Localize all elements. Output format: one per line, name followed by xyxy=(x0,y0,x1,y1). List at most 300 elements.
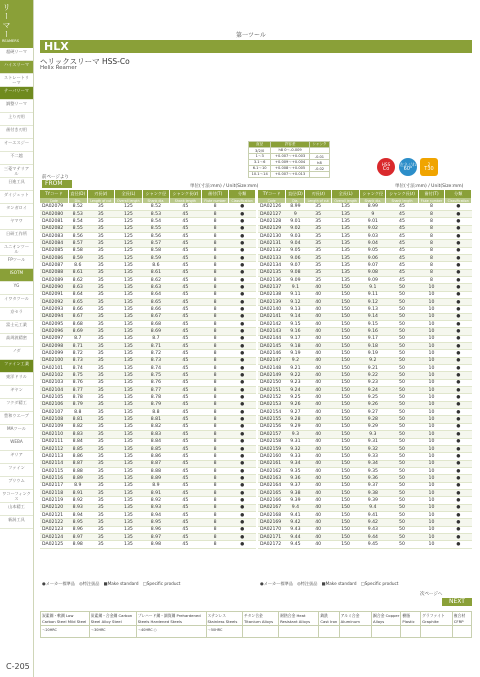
table-cell: 8 xyxy=(202,306,229,313)
table-cell: ● xyxy=(445,453,472,460)
table-cell: 35 xyxy=(87,401,114,408)
table-cell: 8.68 xyxy=(68,321,87,328)
table-cell: DA02107 xyxy=(40,409,68,416)
tol-cell: +0.007〜+0.013 xyxy=(271,172,310,178)
table-cell: 9.13 xyxy=(360,306,386,313)
tol-cell: -0.01 xyxy=(309,154,329,160)
sidebar-item[interactable]: 高周波精密 xyxy=(0,334,33,347)
table-cell: ● xyxy=(445,438,472,445)
material-header: 耐熱合金 Heat Resistant Alloys xyxy=(279,612,319,626)
table-cell: 8.59 xyxy=(143,254,169,261)
table-cell: 135 xyxy=(331,232,359,239)
table-cell: DA02169 xyxy=(258,519,286,526)
table-cell: ● xyxy=(445,467,472,474)
sidebar-item[interactable]: ストレートリーマ xyxy=(0,74,33,87)
table-cell: 9.37 xyxy=(286,482,305,489)
table-cell: 40 xyxy=(305,511,332,518)
tol-cell: 3.1〜6 xyxy=(249,160,271,166)
table-cell: 50 xyxy=(386,519,418,526)
table-cell: 8.67 xyxy=(143,313,169,320)
table-cell: DA02122 xyxy=(40,519,68,526)
table-cell: 8 xyxy=(202,321,229,328)
sidebar-item[interactable]: FPツール xyxy=(0,256,33,269)
table-cell: 135 xyxy=(114,519,143,526)
sidebar-item[interactable]: 山本精工 xyxy=(0,503,33,516)
table-cell: 8.62 xyxy=(68,276,87,283)
table-cell: 9.16 xyxy=(360,328,386,335)
table-cell: ● xyxy=(445,203,472,210)
table-cell: 8 xyxy=(418,240,445,247)
unit-label-right: 単位(寸法:mm) / Unit(Size:mm) xyxy=(395,184,464,189)
sidebar-item[interactable]: 不二越 xyxy=(0,152,33,165)
table-cell: 40 xyxy=(305,401,332,408)
table-cell: 10 xyxy=(418,541,445,548)
table-cell: 8.88 xyxy=(68,467,87,474)
table-cell: DA02147 xyxy=(258,357,286,364)
table-cell: 9.24 xyxy=(360,387,386,394)
table-cell: 9.34 xyxy=(286,460,305,467)
table-cell: 8.56 xyxy=(68,232,87,239)
table-cell: 8.64 xyxy=(68,291,87,298)
sidebar-item[interactable]: テーパリーマ xyxy=(0,87,33,100)
table-cell: 50 xyxy=(386,475,418,482)
tol-cell: 3/2/0 xyxy=(249,148,271,154)
sidebar-item[interactable]: タンガロイ xyxy=(0,204,33,217)
column-header: シャンク長(ℓ) xyxy=(169,190,201,198)
tol-cell: +0.008〜+0.005 xyxy=(271,166,310,172)
table-cell: 50 xyxy=(386,372,418,379)
table-cell: DA02117 xyxy=(40,482,68,489)
table-cell: 45 xyxy=(386,269,418,276)
table-cell: 45 xyxy=(169,453,201,460)
table-cell: DA02087 xyxy=(40,262,68,269)
table-cell: 9.18 xyxy=(286,343,305,350)
sidebar-item[interactable]: フクダ精工 xyxy=(0,399,33,412)
table-cell: 40 xyxy=(305,328,332,335)
tolerance-table xyxy=(248,141,330,178)
table-cell: 45 xyxy=(169,357,201,364)
sidebar-item[interactable]: 新潟工具 xyxy=(0,516,33,529)
table-row xyxy=(40,379,256,386)
table-row xyxy=(40,254,256,261)
table-cell: 9.44 xyxy=(286,533,305,540)
table-cell: 35 xyxy=(87,276,114,283)
table-cell: ● xyxy=(229,343,256,350)
table-cell: 9.06 xyxy=(360,254,386,261)
table-cell: 8 xyxy=(202,313,229,320)
table-row xyxy=(40,269,256,276)
table-cell: 45 xyxy=(169,533,201,540)
table-row xyxy=(258,284,472,291)
table-cell: 10 xyxy=(418,416,445,423)
table-cell: ● xyxy=(229,372,256,379)
sidebar-item[interactable]: 調整リーマ xyxy=(0,100,33,113)
table-cell: 45 xyxy=(169,423,201,430)
sidebar-item[interactable]: ファイン工業 xyxy=(0,360,33,373)
table-row xyxy=(40,313,256,320)
sidebar-item[interactable]: WEBA xyxy=(0,438,33,451)
table-cell: 8 xyxy=(202,262,229,269)
table-cell: DA02121 xyxy=(40,511,68,518)
table-cell: 8 xyxy=(202,210,229,217)
sidebar-item[interactable]: ファイン xyxy=(0,464,33,477)
material-mark xyxy=(372,626,401,638)
table-cell: 8.73 xyxy=(143,357,169,364)
table-cell: 50 xyxy=(386,335,418,342)
table-cell: DA02081 xyxy=(40,218,68,225)
table-cell: DA02106 xyxy=(40,401,68,408)
table-cell: 150 xyxy=(331,321,359,328)
table-cell: 8 xyxy=(418,232,445,239)
table-cell: 8.95 xyxy=(143,519,169,526)
table-cell: 45 xyxy=(169,321,201,328)
table-row xyxy=(40,504,256,511)
sidebar-item[interactable]: YG xyxy=(0,282,33,295)
materials-header-row xyxy=(41,612,472,626)
table-cell: ● xyxy=(445,526,472,533)
badge-top: HSS xyxy=(381,162,391,167)
sidebar-header-sub: REAMERS xyxy=(2,39,19,43)
table-cell: 45 xyxy=(169,511,201,518)
table-row xyxy=(40,284,256,291)
table-cell: DA02137 xyxy=(258,284,286,291)
table-cell: DA02111 xyxy=(40,438,68,445)
table-cell: 9.3 xyxy=(286,431,305,438)
table-cell: DA02151 xyxy=(258,387,286,394)
material-mark: 〜30HRC xyxy=(89,626,136,638)
table-cell: 50 xyxy=(386,489,418,496)
table-cell: 35 xyxy=(305,269,332,276)
sidebar-item[interactable]: 超硬リーマ xyxy=(0,48,33,61)
table-cell: 35 xyxy=(87,504,114,511)
table-cell: 35 xyxy=(87,533,114,540)
table-cell: 45 xyxy=(386,210,418,217)
table-cell: 45 xyxy=(169,210,201,217)
table-cell: 35 xyxy=(87,467,114,474)
table-cell: 150 xyxy=(331,511,359,518)
table-cell: 35 xyxy=(87,423,114,430)
table-cell: DA02113 xyxy=(40,453,68,460)
material-header: 樹脂 Plastic xyxy=(401,612,421,626)
table-cell: DA02096 xyxy=(40,328,68,335)
table-cell: 40 xyxy=(305,460,332,467)
table-cell: 50 xyxy=(386,284,418,291)
table-cell: 50 xyxy=(386,291,418,298)
table-cell: 150 xyxy=(331,343,359,350)
sidebar-item[interactable]: オーエスジー xyxy=(0,139,33,152)
table-cell: 150 xyxy=(331,460,359,467)
legend-right: ●メーカー標準品 ◎特注扱品 ■Make standard □Specific product xyxy=(260,581,399,586)
table-cell: 135 xyxy=(114,504,143,511)
tol-row xyxy=(249,172,330,178)
table-cell: 8.9 xyxy=(68,482,87,489)
table-row xyxy=(40,423,256,430)
table-cell: ● xyxy=(445,423,472,430)
table-cell: 10 xyxy=(418,291,445,298)
next-note: 次ページへ xyxy=(420,592,443,597)
tol-header: 直径 xyxy=(249,142,271,148)
table-cell: 50 xyxy=(386,416,418,423)
table-cell: ● xyxy=(445,379,472,386)
table-cell: 8 xyxy=(202,269,229,276)
table-row xyxy=(258,262,472,269)
table-row xyxy=(258,313,472,320)
table-cell: 45 xyxy=(169,445,201,452)
table-row xyxy=(40,453,256,460)
table-row xyxy=(40,247,256,254)
sidebar-item[interactable]: 豊和ウエーブ xyxy=(0,412,33,425)
table-cell: 8.99 xyxy=(286,203,305,210)
table-cell: 8 xyxy=(202,203,229,210)
table-cell: 8.75 xyxy=(68,372,87,379)
table-cell: DA02172 xyxy=(258,541,286,548)
table-cell: ● xyxy=(445,541,472,548)
table-cell: 8 xyxy=(202,232,229,239)
sidebar-item[interactable]: ワコーフィンクス xyxy=(0,490,33,503)
table-cell: 50 xyxy=(386,343,418,350)
table-cell: DA02156 xyxy=(258,423,286,430)
table-cell: 10 xyxy=(418,350,445,357)
table-row xyxy=(40,335,256,342)
table-cell: ● xyxy=(229,298,256,305)
table-cell: 8.74 xyxy=(68,365,87,372)
sidebar-item[interactable]: ノダ xyxy=(0,347,33,360)
table-cell: ● xyxy=(445,306,472,313)
table-cell: ● xyxy=(229,313,256,320)
table-cell: 8.59 xyxy=(68,254,87,261)
table-cell: 9.14 xyxy=(360,313,386,320)
sidebar-item[interactable]: ハイスリーマ xyxy=(0,61,33,74)
table-cell: 45 xyxy=(169,504,201,511)
table-cell: DA02153 xyxy=(258,401,286,408)
table-cell: 35 xyxy=(87,482,114,489)
table-cell: 150 xyxy=(331,519,359,526)
sidebar-item[interactable]: ユニオンツール xyxy=(0,243,33,256)
sidebar-item[interactable]: 富士元工業 xyxy=(0,321,33,334)
table-cell: 45 xyxy=(386,254,418,261)
table-row xyxy=(258,438,472,445)
table-cell: 40 xyxy=(305,298,332,305)
table-cell: 45 xyxy=(169,232,201,239)
table-cell: 10 xyxy=(418,431,445,438)
sidebar-item[interactable]: ギヤン xyxy=(0,386,33,399)
table-cell: 8 xyxy=(418,203,445,210)
table-cell: 135 xyxy=(114,409,143,416)
table-cell: 8.91 xyxy=(68,489,87,496)
table-cell: DA02133 xyxy=(258,254,286,261)
table-cell: 8.85 xyxy=(68,445,87,452)
table-cell: 8.66 xyxy=(143,306,169,313)
table-cell: DA02143 xyxy=(258,328,286,335)
tol-cell: +0.009〜+0.004 xyxy=(271,160,310,166)
table-cell: 135 xyxy=(114,416,143,423)
tol-cell: -0.02 xyxy=(309,166,329,172)
sidebar-item[interactable]: ISOTM xyxy=(0,269,33,282)
badge-bottom: 60° xyxy=(403,166,413,172)
table-cell: 150 xyxy=(331,298,359,305)
table-cell: 9 xyxy=(360,210,386,217)
table-cell: 10 xyxy=(418,379,445,386)
table-cell: 8 xyxy=(418,225,445,232)
sidebar-item[interactable]: 三菱マテリアル xyxy=(0,165,33,178)
table-cell: 135 xyxy=(114,306,143,313)
table-row xyxy=(258,218,472,225)
sidebar-item[interactable]: 京セラ xyxy=(0,308,33,321)
table-cell: 45 xyxy=(169,467,201,474)
table-row xyxy=(258,467,472,474)
table-cell: 10 xyxy=(418,298,445,305)
column-subheader: Code xyxy=(40,198,68,203)
table-cell: 50 xyxy=(386,453,418,460)
tol-cell: 6.1〜10 xyxy=(249,166,271,172)
sidebar-header-title: リーマー xyxy=(2,3,11,39)
table-cell: 9.23 xyxy=(360,379,386,386)
table-cell: ● xyxy=(229,482,256,489)
table-cell: ● xyxy=(229,387,256,394)
table-cell: 9.09 xyxy=(286,276,305,283)
sidebar-item[interactable]: ブリウム xyxy=(0,477,33,490)
table-cell: 8 xyxy=(202,394,229,401)
tol-cell: 10.1〜14 xyxy=(249,172,271,178)
table-cell: 45 xyxy=(169,475,201,482)
table-cell: DA02150 xyxy=(258,379,286,386)
column-header: 分類 xyxy=(445,190,472,198)
next-button[interactable]: NEXT xyxy=(442,598,472,606)
from-button[interactable]: FROM xyxy=(42,180,72,188)
table-cell: ● xyxy=(229,254,256,261)
table-cell: 135 xyxy=(114,533,143,540)
table-cell: DA02123 xyxy=(40,526,68,533)
table-cell: 150 xyxy=(331,401,359,408)
sidebar-item[interactable]: ギリア xyxy=(0,451,33,464)
table-cell: 35 xyxy=(87,497,114,504)
table-cell: 8 xyxy=(418,218,445,225)
sidebar-item[interactable]: MAツール xyxy=(0,425,33,438)
sidebar-item[interactable]: ダイジェット xyxy=(0,191,33,204)
table-cell: DA02128 xyxy=(258,218,286,225)
table-cell: 9.33 xyxy=(286,453,305,460)
table-cell: 9.35 xyxy=(286,467,305,474)
table-cell: ● xyxy=(445,387,472,394)
table-cell: 135 xyxy=(114,328,143,335)
table-cell: 50 xyxy=(386,533,418,540)
table-cell: DA02125 xyxy=(40,541,68,548)
table-row xyxy=(40,482,256,489)
material-mark xyxy=(401,626,421,638)
sidebar-item[interactable]: 日進工具 xyxy=(0,178,33,191)
table-cell: 8 xyxy=(418,269,445,276)
badge-top: 2 xyxy=(427,162,431,167)
table-cell: ● xyxy=(445,519,472,526)
table-cell: DA02095 xyxy=(40,321,68,328)
table-cell: 135 xyxy=(114,298,143,305)
table-cell: 40 xyxy=(305,438,332,445)
table-header-row xyxy=(40,190,256,198)
sidebar-item[interactable]: 上り刃用 xyxy=(0,113,33,126)
table-cell: 8 xyxy=(202,365,229,372)
sidebar-item[interactable]: イワタツール xyxy=(0,295,33,308)
table-cell: 8.96 xyxy=(68,526,87,533)
table-cell: 135 xyxy=(114,357,143,364)
table-cell: DA02165 xyxy=(258,489,286,496)
column-subheader: Flute number xyxy=(202,198,229,203)
product-table-left xyxy=(40,190,256,549)
table-cell: DA02082 xyxy=(40,225,68,232)
table-cell: 45 xyxy=(386,240,418,247)
table-cell: ● xyxy=(445,284,472,291)
table-cell: DA02083 xyxy=(40,232,68,239)
table-cell: 9.04 xyxy=(286,240,305,247)
table-cell: ● xyxy=(445,210,472,217)
table-cell: 9.02 xyxy=(286,225,305,232)
table-cell: 40 xyxy=(305,482,332,489)
table-row xyxy=(258,489,472,496)
column-subheader: Classification xyxy=(445,198,472,203)
table-cell: 35 xyxy=(87,416,114,423)
table-cell: 8.71 xyxy=(143,343,169,350)
table-cell: 135 xyxy=(114,482,143,489)
table-cell: 8.9 xyxy=(143,482,169,489)
table-cell: ● xyxy=(229,225,256,232)
table-cell: ● xyxy=(229,519,256,526)
table-cell: 8.84 xyxy=(143,438,169,445)
table-cell: ● xyxy=(445,335,472,342)
table-cell: 8.65 xyxy=(143,298,169,305)
table-cell: DA02166 xyxy=(258,497,286,504)
table-cell: 8 xyxy=(202,291,229,298)
material-header: 炭素鋼・合金鋼 Carbon Steel Alloy Steel xyxy=(89,612,136,626)
table-cell: 50 xyxy=(386,298,418,305)
table-cell: 150 xyxy=(331,423,359,430)
table-cell: 125 xyxy=(114,247,143,254)
table-cell: 50 xyxy=(386,350,418,357)
table-cell: 10 xyxy=(418,387,445,394)
table-cell: 8 xyxy=(202,328,229,335)
sidebar-item[interactable]: ヤマワ xyxy=(0,217,33,230)
sidebar-item[interactable]: 歯付き刃用 xyxy=(0,126,33,139)
table-cell: 45 xyxy=(169,254,201,261)
table-cell: 9.39 xyxy=(286,497,305,504)
table-cell: 150 xyxy=(331,475,359,482)
table-cell: 135 xyxy=(114,269,143,276)
table-cell: 45 xyxy=(386,218,418,225)
table-cell: 50 xyxy=(386,321,418,328)
table-row xyxy=(258,210,472,217)
column-subheader: Overall length xyxy=(331,198,359,203)
table-row xyxy=(258,276,472,283)
table-cell: 35 xyxy=(87,262,114,269)
table-cell: 10 xyxy=(418,357,445,364)
column-subheader: Shank length xyxy=(169,198,201,203)
table-cell: 9.31 xyxy=(286,438,305,445)
table-cell: 9.1 xyxy=(286,284,305,291)
table-cell: DA02086 xyxy=(40,254,68,261)
table-row xyxy=(258,254,472,261)
table-cell: 8 xyxy=(202,335,229,342)
table-cell: ● xyxy=(445,262,472,269)
maker-label: 第一ツール xyxy=(236,32,266,39)
table-cell: 8.52 xyxy=(68,203,87,210)
sidebar-item[interactable]: 東洋ドリル xyxy=(0,373,33,386)
table-cell: DA02127 xyxy=(258,210,286,217)
table-cell: 8.69 xyxy=(68,328,87,335)
table-cell: DA02145 xyxy=(258,343,286,350)
table-cell: 50 xyxy=(386,460,418,467)
table-cell: 50 xyxy=(386,387,418,394)
sidebar-item[interactable]: 日研工作所 xyxy=(0,230,33,243)
materials-table xyxy=(40,611,472,638)
table-cell: 35 xyxy=(305,276,332,283)
